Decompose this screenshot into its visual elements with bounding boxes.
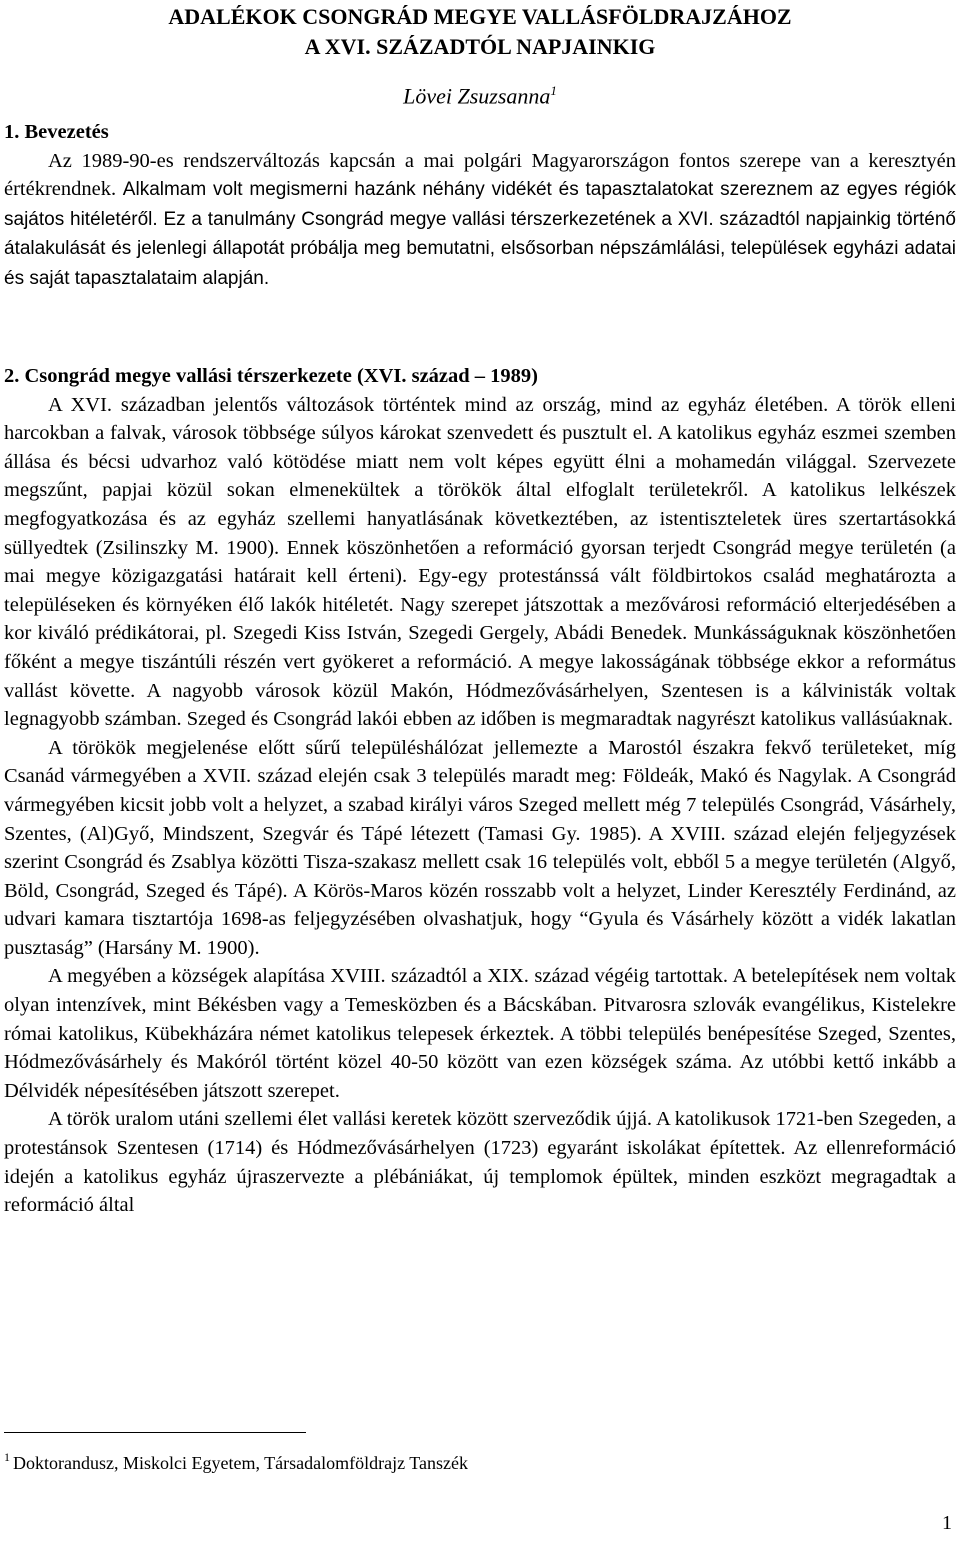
title-line-1: ADALÉKOK CSONGRÁD MEGYE VALLÁSFÖLDRAJZÁHOZ bbox=[168, 4, 792, 29]
author-name: Lövei Zsuzsanna bbox=[403, 83, 551, 109]
title-line-2: A XVI. SZÁZADTÓL NAPJAINKIG bbox=[304, 34, 656, 59]
section-2-paragraph-2: A törökök megjelenése előtt sűrű településhálózat jellemezte a Marostól északra fekvő területeket, míg Csanád vármegyében a XVII. század elején csak 3 település maradt meg: Földeák, Makó és Nagylak. A Csongrád vármegyében kicsit jobb volt a helyzet, a szabad királyi város Szeged mellett még 7 település Csongrád, Vásárhely, Szentes, (Al)Győ, Mindszent, Szegvár és Tápé létezett (Tamasi Gy. 1985). A XVIII. század elején feljegyzések szerint Csongrád és Zsablya közötti Tisza-szakasz mellett csak 16 település volt, ebből 5 a megye területén (Algyő, Böld, Csongrád, Szeged és Tápé). A Körös-Maros közén rosszabb volt a helyzet, Linder Keresztély Ferdinánd, az udvari kamara tisztartója 1698-as feljegyzésében olvashatjuk, hogy “Gyula és Vásárhely között a vidék lakatlan pusztaság” (Harsány M. 1900). bbox=[4, 736, 956, 959]
section-2-heading: 2. Csongrád megye vallási térszerkezete (XVI. század – 1989) bbox=[4, 365, 539, 387]
author bbox=[0, 78, 960, 109]
section-1-paragraph bbox=[4, 147, 956, 294]
section-1-paragraph-serif: Az 1989-90-es rendszerváltozás kapcsán a mai polgári Magyarországon fontos szerepe van a keresztyén értékrendnek. bbox=[4, 149, 956, 201]
section-introduction bbox=[4, 118, 956, 294]
section-2-paragraph-3: A megyében a községek alapítása XVIII. századtól a XIX. század végéig tartottak. A betelepítések nem voltak olyan intenzívek, mint Békésben vagy a Temesközben és a Bácskában. Pitvarosra szlovák evangélikus, Kistelekre római katolikus, Kübekházára német katolikus telepesek érkeztek. A többi település benépesítése Szeged, Szentes, Hódmezővásárhely és Makóról történt közel 40-50 között van ezen községek száma. Az utóbbi kettő inkább a Délvidék népesítésében játszott szerepet. bbox=[4, 965, 956, 1102]
footnote bbox=[4, 1444, 944, 1476]
footnote-text: Doktorandusz, Miskolci Egyetem, Társadalomföldrajz Tanszék bbox=[13, 1453, 468, 1473]
author-footnote-marker: 1 bbox=[550, 83, 557, 98]
section-1-paragraph-sans: Alkalmam volt megismerni hazánk néhány vidékét és tapasztalatokat szereznem az egyes régiók sajátos hitéletéről. Ez a tanulmány Csongrád megye vallási térszerkezetének a XVI. századtól napjainkig történő átalakulását és jelenlegi állapotát próbálja meg bemutatni, elsősorban népszámlálási, települések egyházi adatai és saját tapasztalataim alapján. bbox=[4, 179, 957, 289]
section-spatial-structure bbox=[4, 362, 956, 1220]
page-number: 1 bbox=[942, 1512, 952, 1534]
footnote-marker: 1 bbox=[4, 1450, 10, 1464]
section-2-paragraph-1: A XVI. században jelentős változások történtek mind az ország, mind az egyház életében. A török elleni harcokban a falvak, városok többsége súlyos károkat szenvedett és pusztult el. A katolikus egyház eszmei szemben állása és bécsi udvarhoz való kötödése miatt nem volt képes együtt élni a mohamedán világgal. Szervezete megszűnt, papjai közül sokan elmenekültek a törökök által elfoglalt területekről. A katolikus lelkészek megfogyatkozása és az egyház szellemi hanyatlásának következtében, az istentiszteletek üres szertartásokká süllyedtek (Zsilinszky M. 1900). Ennek köszönhetően a reformáció gyorsan terjedt Csongrád megye területén (a mai megye közigazgatási határait kell érteni). Egy-egy protestánssá vált földbirtokos család meghatározta a településeken és környéken élő lakók hitéletét. Nagy szerepet játszottak a mezővárosi reformáció elterjedésében a kor kiváló prédikátorai, pl. Szegedi Kiss István, Szegedi Gergely, Abádi Benedek. Munkásságuknak köszönhetően főként a megye tiszántúli részén vert gyökeret a reformáció. A megye lakosságának többsége ekkor a református vallást követte. A nagyobb városok közül Makón, Hódmezővásárhelyen, Szentesen is a kálvinisták voltak legnagyobb számban. Szeged és Csongrád lakói ebben az időben is megmaradtak nagyrészt katolikus vallásúaknak. bbox=[4, 393, 956, 731]
section-1-heading: 1. Bevezetés bbox=[4, 121, 109, 143]
footnote-separator bbox=[4, 1432, 306, 1433]
title-block bbox=[0, 2, 960, 109]
section-2-paragraph-4: A török uralom utáni szellemi élet vallási keretek között szerveződik újjá. A katolikusok 1721-ben Szegeden, a protestánsok Szentesen (1714) és Hódmezővásárhelyen (1723) egyaránt iskolákat építettek. Az ellenreformáció idején a katolikus egyház újraszervezte a plébániákat, új templomok épültek, minden eszközt megragadtak a reformáció által bbox=[4, 1108, 957, 1217]
